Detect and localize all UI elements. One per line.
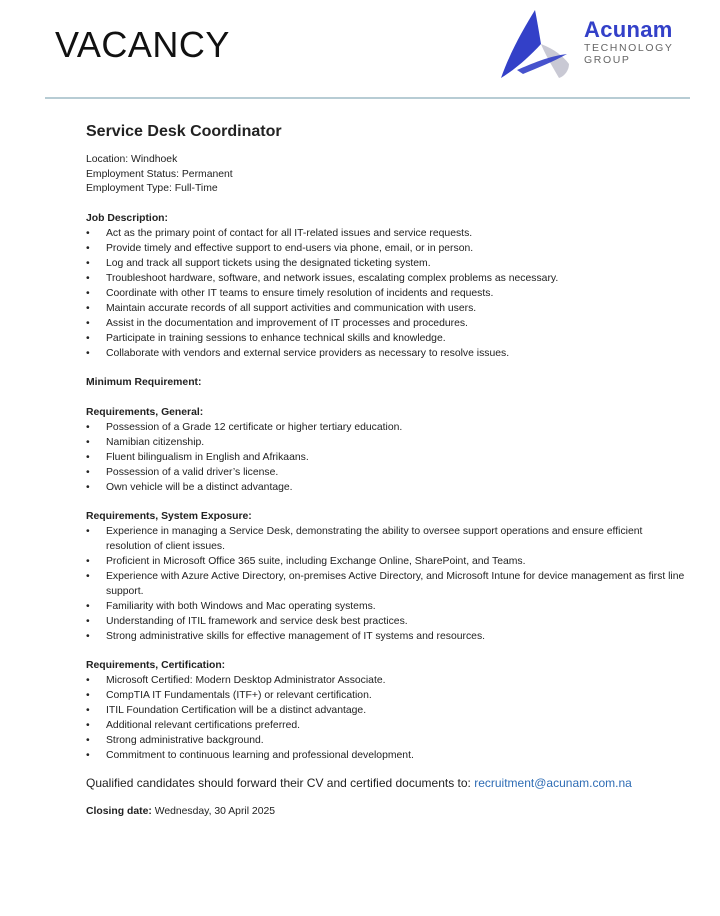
list-item: • Possession of a valid driver’s license. [86, 465, 686, 480]
page-header [0, 0, 720, 100]
list-item: • Experience with Azure Active Directory, on-premises Active Directory, and Microsoft Intune for device management as first line support. [86, 569, 686, 599]
closing-date-label: Closing date: [86, 805, 152, 817]
list-item: • Fluent bilingualism in English and Afrikaans. [86, 450, 686, 465]
application-instructions [86, 775, 686, 791]
closing-date [86, 804, 686, 819]
logo-name: Acunam [584, 17, 673, 42]
job-description-list [86, 226, 686, 361]
job-title: Service Desk Coordinator [86, 123, 282, 140]
list-item: • Coordinate with other IT teams to ensure timely resolution of incidents and requests. [86, 286, 686, 301]
requirements-general-list [86, 420, 686, 495]
list-item: • Microsoft Certified: Modern Desktop Administrator Associate. [86, 673, 686, 688]
vacancy-title: VACANCY [55, 24, 230, 65]
list-item: • Additional relevant certifications preferred. [86, 718, 686, 733]
logo-line-technology: TECHNOLOGY [584, 42, 674, 54]
job-description-heading: Job Description: [86, 212, 168, 224]
list-item: • Troubleshoot hardware, software, and network issues, escalating complex problems as necessary. [86, 271, 686, 286]
closing-date-value: Wednesday, 30 April 2025 [151, 805, 276, 817]
list-item: • Commitment to continuous learning and professional development. [86, 748, 686, 763]
list-item: • Understanding of ITIL framework and service desk best practices. [86, 614, 686, 629]
job-status: Employment Status: Permanent [86, 168, 233, 180]
list-item: • CompTIA IT Fundamentals (ITF+) or relevant certification. [86, 688, 686, 703]
list-item: • Strong administrative skills for effective management of IT systems and resources. [86, 629, 686, 644]
list-item: • Possession of a Grade 12 certificate or higher tertiary education. [86, 420, 686, 435]
list-item: • Own vehicle will be a distinct advantage. [86, 480, 686, 495]
list-item: • Maintain accurate records of all support activities and communication with users. [86, 301, 686, 316]
job-type: Employment Type: Full-Time [86, 183, 218, 194]
list-item: • ITIL Foundation Certification will be a distinct advantage. [86, 703, 686, 718]
list-item: • Participate in training sessions to enhance technical skills and knowledge. [86, 331, 686, 346]
list-item: • Namibian citizenship. [86, 435, 686, 450]
list-item: • Act as the primary point of contact for all IT-related issues and service requests. [86, 226, 686, 241]
recruitment-email-link[interactable]: recruitment@acunam.com.na [474, 775, 632, 790]
list-item: • Assist in the documentation and improvement of IT processes and procedures. [86, 316, 686, 331]
logo-line-group: GROUP [584, 54, 631, 66]
list-item: • Collaborate with vendors and external service providers as necessary to resolve issues. [86, 346, 686, 361]
acunam-logo-icon [497, 6, 577, 84]
job-location: Location: Windhoek [86, 154, 178, 165]
list-item: • Log and track all support tickets using the designated ticketing system. [86, 256, 686, 271]
requirements-certification-list [86, 673, 686, 763]
requirements-system-heading: Requirements, System Exposure: [86, 510, 252, 522]
header-divider [45, 97, 690, 99]
list-item: • Experience in managing a Service Desk, demonstrating the ability to oversee support operations and ensure efficient resolution of client issues. [86, 524, 686, 554]
application-text: Qualified candidates should forward their CV and certified documents to: [86, 775, 475, 790]
list-item: • Familiarity with both Windows and Mac operating systems. [86, 599, 686, 614]
minimum-requirement-heading: Minimum Requirement: [86, 376, 202, 388]
company-logo [497, 6, 697, 84]
list-item: • Strong administrative background. [86, 733, 686, 748]
list-item: • Proficient in Microsoft Office 365 suite, including Exchange Online, SharePoint, and Teams. [86, 554, 686, 569]
requirements-certification-heading: Requirements, Certification: [86, 659, 226, 671]
vacancy-body [86, 121, 686, 819]
job-info [86, 153, 686, 197]
logo-wordmark [584, 18, 674, 66]
requirements-general-heading: Requirements, General: [86, 406, 204, 418]
requirements-system-list [86, 524, 686, 644]
list-item: • Provide timely and effective support to end-users via phone, email, or in person. [86, 241, 686, 256]
